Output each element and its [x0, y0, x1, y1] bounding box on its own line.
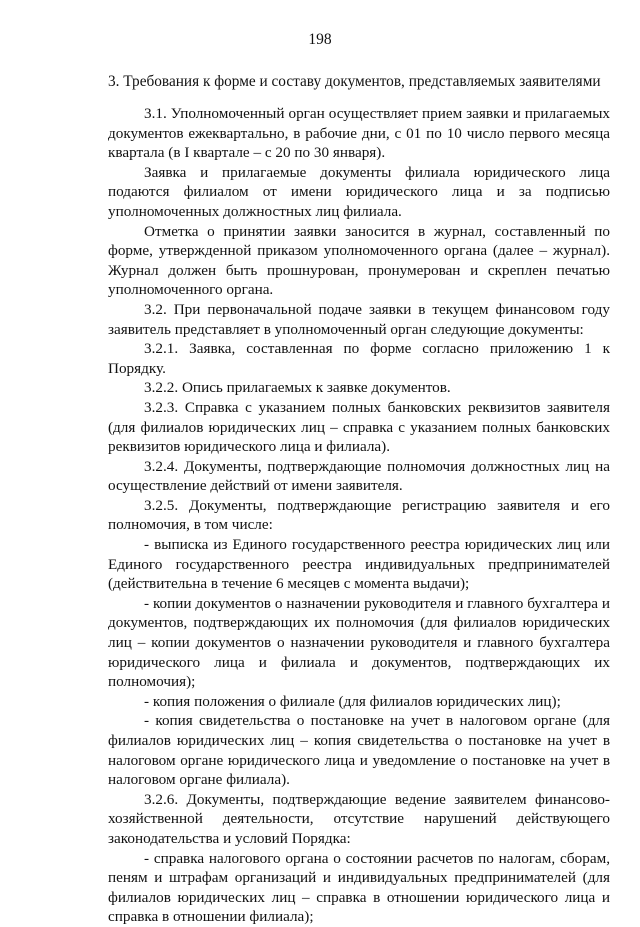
- page-number: 198: [308, 31, 332, 48]
- document-body: [108, 104, 610, 927]
- paragraph-3-2-4: 3.2.4. Документы, подтверждающие полномочия должностных лиц на осуществление действий от имени заявителя.: [108, 457, 610, 495]
- paragraph-3-2-1: 3.2.1. Заявка, составленная по форме согласно приложению 1 к Порядку.: [108, 340, 610, 377]
- paragraph-journal: Отметка о принятии заявки заносится в журнал, составленный по форме, утвержденной приказом уполномоченного органа (далее – журнал). Журнал должен быть прошнурован, пронумерован и скреплен печатью уполномоченного органа.: [108, 222, 610, 299]
- list-item-appointment-copies: - копии документов о назначении руководителя и главного бухгалтера и документов, подтверждающих их полномочия (для филиалов юридических лиц – копии документов о назначении руководителя и главного бухгалтера юридического лица и филиала и документов, подтверждающих их полномочия);: [108, 594, 610, 691]
- paragraph-3-2: 3.2. При первоначальной подаче заявки в текущем финансовом году заявитель представляет в уполномоченный орган следующие документы:: [108, 300, 610, 338]
- paragraph-3-2-6: 3.2.6. Документы, подтверждающие ведение заявителем финансово-хозяйственной деятельности, отсутствие нарушений действующего законодательства и условий Порядка:: [108, 790, 610, 847]
- list-item-tax-certificate: - справка налогового органа о состоянии расчетов по налогам, сборам, пеням и штрафам организаций и индивидуальных предпринимателей (для филиалов юридических лиц – справка в отношении юридического лица и справка в отношении филиала);: [108, 849, 610, 926]
- paragraph-3-2-3: 3.2.3. Справка с указанием полных банковских реквизитов заявителя (для филиалов юридических лиц – справка с указанием полных банковских реквизитов юридического лица и филиала).: [108, 398, 610, 456]
- section-heading: 3. Требования к форме и составу документов, представляемых заявителями: [108, 73, 601, 90]
- paragraph-3-2-5: 3.2.5. Документы, подтверждающие регистрацию заявителя и его полномочия, в том числе:: [108, 496, 610, 534]
- paragraph-3-1: 3.1. Уполномоченный орган осуществляет прием заявки и прилагаемых документов ежеквартально, в рабочие дни, с 01 по 10 число первого месяца квартала (в I квартале – с 20 по 30 января).: [108, 105, 610, 162]
- list-item-tax-registration: - копия свидетельства о постановке на учет в налоговом органе (для филиалов юридических лиц – копия свидетельства о постановке на учет в налоговом органе юридического лица и уведомление о постановке на учет в налоговом органе филиала).: [108, 712, 610, 789]
- paragraph-3-2-2: 3.2.2. Опись прилагаемых к заявке документов.: [144, 379, 451, 397]
- list-item-egrul-extract: - выписка из Единого государственного реестра юридических лиц или Единого государственного реестра индивидуальных предпринимателей (действительна в течение 6 месяцев с момента выдачи);: [108, 536, 610, 593]
- paragraph-submission: Заявка и прилагаемые документы филиала юридического лица подаются филиалом от имени юридического лица и за подписью уполномоченных должностных лиц филиала.: [108, 163, 610, 220]
- list-item-branch-regulation: - копия положения о филиале (для филиалов юридических лиц);: [144, 692, 561, 710]
